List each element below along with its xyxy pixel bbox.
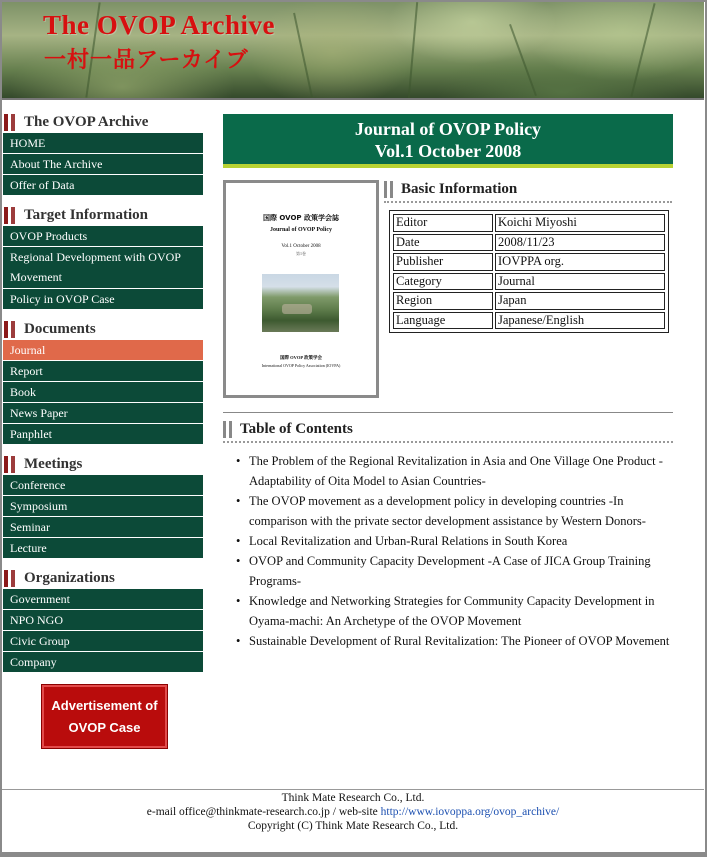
toc-heading xyxy=(223,419,673,441)
heading-marker xyxy=(11,456,15,473)
advertisement-button[interactable] xyxy=(42,685,167,748)
table-row xyxy=(393,292,665,310)
info-key: Category xyxy=(393,273,493,291)
info-value: Japan xyxy=(495,292,665,310)
basic-info-table xyxy=(389,210,669,333)
table-row xyxy=(393,273,665,291)
table-row xyxy=(393,214,665,232)
heading-marker xyxy=(4,207,8,224)
sidebar-item-policy[interactable]: Policy in OVOP Case xyxy=(3,289,203,309)
heading-marker xyxy=(4,321,8,338)
ad-line-1: Advertisement of xyxy=(51,698,158,713)
cover-issue: Vol.1 October 2008 xyxy=(281,244,321,249)
table-of-contents-list xyxy=(232,451,672,651)
cover-publisher-jp: 国際 OVOP 政策学会 xyxy=(280,355,322,360)
cover-issue-sub: 第1巻 xyxy=(296,251,306,256)
site-subtitle: 一村一品アーカイブ xyxy=(44,48,249,73)
journal-cover-image xyxy=(223,180,379,398)
footer-contact xyxy=(2,805,704,819)
toc-heading-text: Table of Contents xyxy=(240,421,353,437)
sidebar-item-offer-of-data[interactable]: Offer of Data xyxy=(3,175,203,195)
page-title-line-1: Journal of OVOP Policy xyxy=(354,119,542,139)
list-item: • Sustainable Development of Rural Revitalization: The Pioneer of OVOP Movement xyxy=(232,631,672,651)
info-key: Region xyxy=(393,292,493,310)
heading-marker xyxy=(11,207,15,224)
section-label: The OVOP Archive xyxy=(24,114,149,130)
basic-info-heading-text: Basic Information xyxy=(401,181,518,197)
section-divider xyxy=(223,412,673,413)
table-row xyxy=(393,253,665,271)
footer-divider xyxy=(2,789,704,790)
heading-marker xyxy=(11,570,15,587)
list-item: • The OVOP movement as a development policy in developing countries -In comparison with the private sector development assistance by Western Donors- xyxy=(232,491,672,531)
heading-marker xyxy=(4,114,8,131)
title-accent-bar xyxy=(223,164,673,168)
info-value: 2008/11/23 xyxy=(495,234,665,252)
footer-website-link[interactable]: http://www.iovoppa.org/ovop_archive/ xyxy=(380,806,560,818)
info-key: Publisher xyxy=(393,253,493,271)
page-title xyxy=(223,114,673,164)
section-label: Organizations xyxy=(24,570,115,586)
footer-contact-text: e-mail office@thinkmate-research.co.jp / web-site xyxy=(146,806,381,818)
sidebar-item-lecture[interactable]: Lecture xyxy=(3,538,203,558)
sidebar-section-heading xyxy=(3,568,203,588)
cover-jp-title: 国際 OVOP 政策学会誌 xyxy=(262,214,339,222)
section-label: Target Information xyxy=(24,207,149,223)
sidebar-item-seminar[interactable]: Seminar xyxy=(3,517,203,537)
section-label: Documents xyxy=(24,321,96,337)
list-item: • OVOP and Community Capacity Development -A Case of JICA Group Training Programs- xyxy=(232,551,672,591)
footer-company: Think Mate Research Co., Ltd. xyxy=(281,792,425,804)
sidebar-item-book[interactable]: Book xyxy=(3,382,203,402)
heading-marker xyxy=(4,456,8,473)
heading-marker xyxy=(11,321,15,338)
heading-marker xyxy=(11,114,15,131)
sidebar-section-heading xyxy=(3,454,203,474)
ad-line-2: OVOP Case xyxy=(68,720,141,735)
list-item: • Local Revitalization and Urban-Rural Relations in South Korea xyxy=(232,531,672,551)
sidebar-item-panphlet[interactable]: Panphlet xyxy=(3,424,203,444)
section-label: Meetings xyxy=(24,456,83,472)
sidebar-section-heading xyxy=(3,112,203,132)
sidebar-section-heading xyxy=(3,205,203,225)
page-title-line-2: Vol.1 October 2008 xyxy=(374,141,522,161)
sidebar-item-company[interactable]: Company xyxy=(3,652,203,672)
info-key: Editor xyxy=(393,214,493,232)
banner-divider xyxy=(2,98,704,100)
list-item: • Knowledge and Networking Strategies for Community Capacity Development in Oyama-machi: An Archetype of the OVOP Movement xyxy=(232,591,672,631)
footer-copyright: Copyright (C) Think Mate Research Co., Ltd. xyxy=(247,820,459,832)
heading-marker xyxy=(4,570,8,587)
info-key: Language xyxy=(393,312,493,330)
info-value: Japanese/English xyxy=(495,312,665,330)
table-row xyxy=(393,312,665,330)
sidebar-item-about[interactable]: About The Archive xyxy=(3,154,203,174)
cover-publisher-en: International OVOP Policy Association (IOVPA) xyxy=(261,363,341,368)
sidebar-item-ovop-products[interactable]: OVOP Products xyxy=(3,226,203,246)
sidebar-item-npo-ngo[interactable]: NPO NGO xyxy=(3,610,203,630)
info-value: Koichi Miyoshi xyxy=(495,214,665,232)
sidebar-item-report[interactable]: Report xyxy=(3,361,203,381)
sidebar-nav xyxy=(3,112,203,673)
sidebar-section-heading xyxy=(3,319,203,339)
list-item: • The Problem of the Regional Revitalization in Asia and One Village One Product - Adaptability of Oita Model to Asian Countries- xyxy=(232,451,672,491)
info-key: Date xyxy=(393,234,493,252)
sidebar-item-government[interactable]: Government xyxy=(3,589,203,609)
sidebar-item-news-paper[interactable]: News Paper xyxy=(3,403,203,423)
info-value: IOVPPA org. xyxy=(495,253,665,271)
site-title[interactable]: The OVOP Archive xyxy=(43,10,275,40)
cover-landscape-photo xyxy=(262,274,339,332)
sidebar-item-regional-development[interactable]: Regional Development with OVOP Movement xyxy=(3,247,203,288)
sidebar-item-home[interactable]: HOME xyxy=(3,133,203,153)
cover-en-title: Journal of OVOP Policy xyxy=(269,227,333,233)
info-value: Journal xyxy=(495,273,665,291)
table-row xyxy=(393,234,665,252)
header-banner xyxy=(2,2,704,98)
sidebar-item-conference[interactable]: Conference xyxy=(3,475,203,495)
sidebar-item-civic-group[interactable]: Civic Group xyxy=(3,631,203,651)
footer xyxy=(2,791,704,833)
basic-info-heading xyxy=(384,179,672,201)
sidebar-item-symposium[interactable]: Symposium xyxy=(3,496,203,516)
sidebar-item-journal[interactable]: Journal xyxy=(3,340,203,360)
